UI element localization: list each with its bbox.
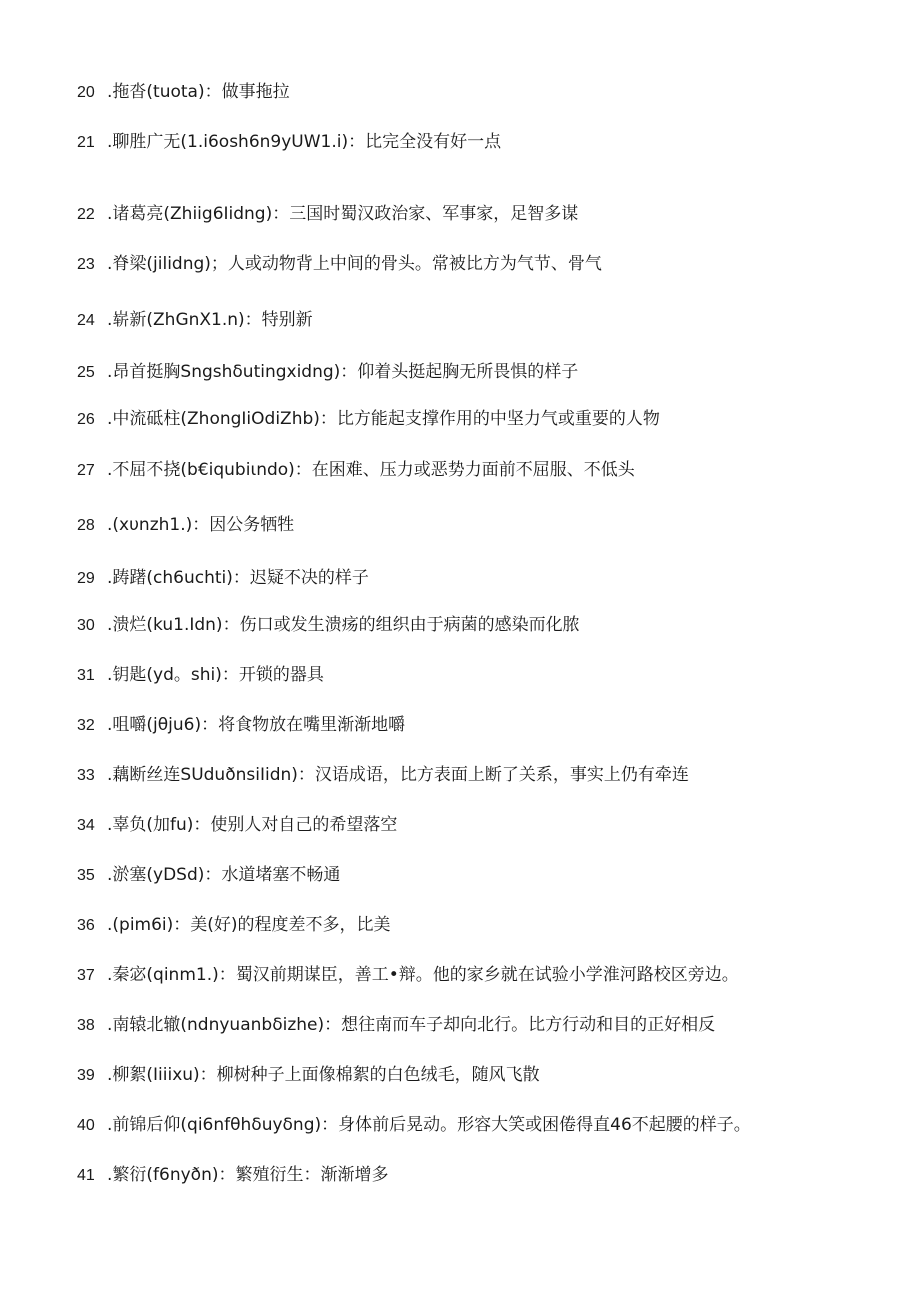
entry-text: .(pim6i)：美(好)的程度差不多，比美 bbox=[107, 915, 391, 935]
vocab-entry bbox=[77, 457, 897, 483]
entry-text: .昂首挺胸Sngshδutingxidng)：仰着头挺起胸无所畏惧的样子 bbox=[107, 362, 579, 382]
vocab-entry bbox=[77, 512, 897, 538]
entry-text: .崭新(ZhGnX1.n)：特别新 bbox=[107, 310, 313, 330]
entry-number: 40 bbox=[77, 1117, 95, 1134]
vocab-entry bbox=[77, 79, 897, 105]
vocab-entry bbox=[77, 962, 897, 988]
entry-number: 29 bbox=[77, 570, 95, 587]
entry-text: .淤塞(yDSd)：水道堵塞不畅通 bbox=[107, 865, 341, 885]
vocab-entry bbox=[77, 1112, 897, 1138]
entry-text: .辜负(加fu)：使别人对自己的希望落空 bbox=[107, 815, 398, 835]
entry-number: 37 bbox=[77, 967, 95, 984]
vocab-entry bbox=[77, 251, 897, 277]
vocab-entry bbox=[77, 862, 897, 888]
entry-number: 23 bbox=[77, 256, 95, 273]
vocab-entry bbox=[77, 1012, 897, 1038]
entry-text: .前锦后仰(qi6nfθhδuyδng)：身体前后晃动。形容大笑或困倦得直46不起腰的样子。 bbox=[107, 1115, 751, 1135]
entry-text: .(xυnzh1.)：因公务牺牲 bbox=[107, 515, 295, 535]
entry-number: 27 bbox=[77, 462, 95, 479]
vocab-entry bbox=[77, 912, 897, 938]
entry-number: 32 bbox=[77, 717, 95, 734]
entry-text: .脊梁(jilidng)；人或动物背上中间的骨头。常被比方为气节、骨气 bbox=[107, 254, 602, 274]
entry-text: .南辕北辙(ndnyuanbδizhe)：想往南而车子却向北行。比方行动和目的正好相反 bbox=[107, 1015, 716, 1035]
entry-text: .中流砥柱(ZhongIiOdiZhb)：比方能起支撑作用的中坚力气或重要的人物 bbox=[107, 409, 660, 429]
vocab-entry bbox=[77, 129, 897, 155]
entry-number: 26 bbox=[77, 411, 95, 428]
entry-number: 41 bbox=[77, 1167, 95, 1184]
entry-text: .不屈不挠(b€iqubiιndo)：在困难、压力或恶势力面前不屈服、不低头 bbox=[107, 460, 635, 480]
entry-text: .繁衍(f6nyðn)：繁殖衍生：渐渐增多 bbox=[107, 1165, 389, 1185]
entry-text: .聊胜广无(1.i6osh6n9yUW1.i)：比完全没有好一点 bbox=[107, 132, 502, 152]
vocab-entry bbox=[77, 712, 897, 738]
vocab-entry bbox=[77, 662, 897, 688]
vocab-entry bbox=[77, 359, 897, 385]
entry-text: .钥匙(yd。shi)：开锁的器具 bbox=[107, 665, 324, 685]
vocab-entry bbox=[77, 201, 897, 227]
entry-text: .秦宓(qinm1.)：蜀汉前期谋臣，善工•辩。他的家乡就在试验小学淮河路校区旁边。 bbox=[107, 965, 739, 985]
entry-number: 24 bbox=[77, 312, 95, 329]
entry-number: 33 bbox=[77, 767, 95, 784]
vocab-entry bbox=[77, 762, 897, 788]
entry-number: 31 bbox=[77, 667, 95, 684]
entry-number: 22 bbox=[77, 206, 95, 223]
entry-text: .诸葛亮(Zhiig6Iidng)：三国时蜀汉政治家、军事家，足智多谋 bbox=[107, 204, 579, 224]
entry-number: 20 bbox=[77, 84, 95, 101]
vocab-entry bbox=[77, 565, 897, 591]
vocab-entry bbox=[77, 612, 897, 638]
vocab-entry bbox=[77, 812, 897, 838]
entry-number: 39 bbox=[77, 1067, 95, 1084]
entry-number: 38 bbox=[77, 1017, 95, 1034]
entry-text: .拖沓(tuota)：做事拖拉 bbox=[107, 82, 290, 102]
entry-text: .柳絮(Iiiixu)：柳树种子上面像棉絮的白色绒毛，随风飞散 bbox=[107, 1065, 540, 1085]
entry-number: 28 bbox=[77, 517, 95, 534]
entry-number: 21 bbox=[77, 134, 95, 151]
entry-number: 35 bbox=[77, 867, 95, 884]
vocab-entry bbox=[77, 307, 897, 333]
entry-text: .溃烂(ku1.Idn)：伤口或发生溃疡的组织由于病菌的感染而化脓 bbox=[107, 615, 580, 635]
vocab-entry bbox=[77, 1162, 897, 1188]
entry-number: 30 bbox=[77, 617, 95, 634]
vocab-entry bbox=[77, 1062, 897, 1088]
entry-number: 36 bbox=[77, 917, 95, 934]
entry-text: .咀嚼(jθju6)：将食物放在嘴里渐渐地嚼 bbox=[107, 715, 406, 735]
entry-text: .藕断丝连SUduðnsiIidn)：汉语成语，比方表面上断了关系，事实上仍有牵连 bbox=[107, 765, 689, 785]
entry-number: 25 bbox=[77, 364, 95, 381]
vocab-entry bbox=[77, 406, 897, 432]
entry-text: .踌躇(ch6uchti)：迟疑不决的样子 bbox=[107, 568, 369, 588]
entry-number: 34 bbox=[77, 817, 95, 834]
